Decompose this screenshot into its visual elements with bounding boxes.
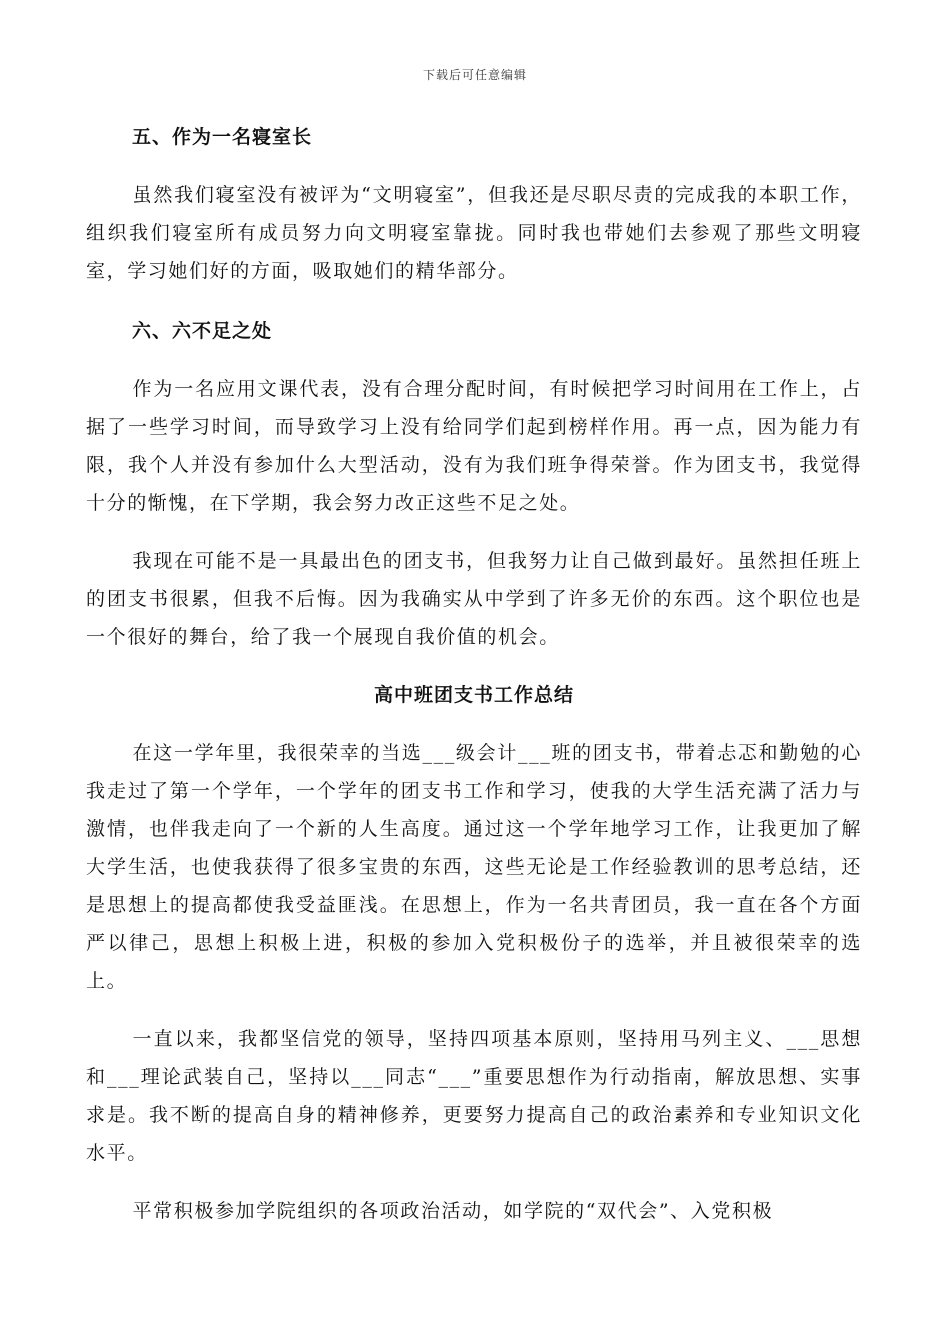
section-heading-shortcomings: 六、六不足之处 [132, 320, 273, 342]
paragraph-activities: 平常积极参加学院组织的各项政治活动，如学院的“双代会”、入党积极 [132, 1200, 774, 1222]
paragraph-dorm-leader: 虽然我们寝室没有被评为“文明寝室”，但我还是尽职尽责的完成我的本职工作，组织我们寝室所有成员努力向文明寝室靠拢。同时我也带她们去参观了那些文明寝室，学习她们好的方面，吸取她们的精华部分。 [86, 184, 862, 282]
header-note: 下载后可任意编辑 [422, 68, 527, 82]
paragraph-shortcomings: 作为一名应用文课代表，没有合理分配时间，有时候把学习时间用在工作上，占据了一些学习时间，而导致学习上没有给同学们起到榜样作用。再一点，因为能力有限，我个人并没有参加什么大型活动，没有为我们班争得荣誉。作为团支书，我觉得十分的惭愧，在下学期，我会努力改正这些不足之处。 [86, 378, 862, 514]
paragraph-political-belief: 一直以来，我都坚信党的领导，坚持四项基本原则，坚持用马列主义、___思想和___理论武装自己，坚持以___同志“___”重要思想作为行动指南，解放思想、实事求是。我不断的提高自身的精神修养，更要努力提高自己的政治素养和专业知识文化水平。 [86, 1028, 862, 1164]
article-title: 高中班团支书工作总结 [373, 684, 574, 706]
paragraph-intro: 在这一学年里，我很荣幸的当选___级会计___班的团支书，带着忐忑和勤勉的心我走过了第一个学年，一个学年的团支书工作和学习，使我的大学生活充满了活力与激情，也伴我走向了一个新的人生高度。通过这一个学年地学习工作，让我更加了解大学生活，也使我获得了很多宝贵的东西，这些无论是工作经验教训的思考总结，还是思想上的提高都使我受益匪浅。在思想上，作为一名共青团员，我一直在各个方面严以律己，思想上积极上进，积极的参加入党积极份子的选举，并且被很荣幸的选上。 [86, 742, 862, 992]
section-heading-dorm-leader: 五、作为一名寝室长 [132, 126, 313, 148]
paragraph-reflection: 我现在可能不是一具最出色的团支书，但我努力让自己做到最好。虽然担任班上的团支书很累，但我不后悔。因为我确实从中学到了许多无价的东西。这个职位也是一个很好的舞台，给了我一个展现自我价值的机会。 [86, 550, 862, 648]
document-body [86, 118, 862, 1230]
